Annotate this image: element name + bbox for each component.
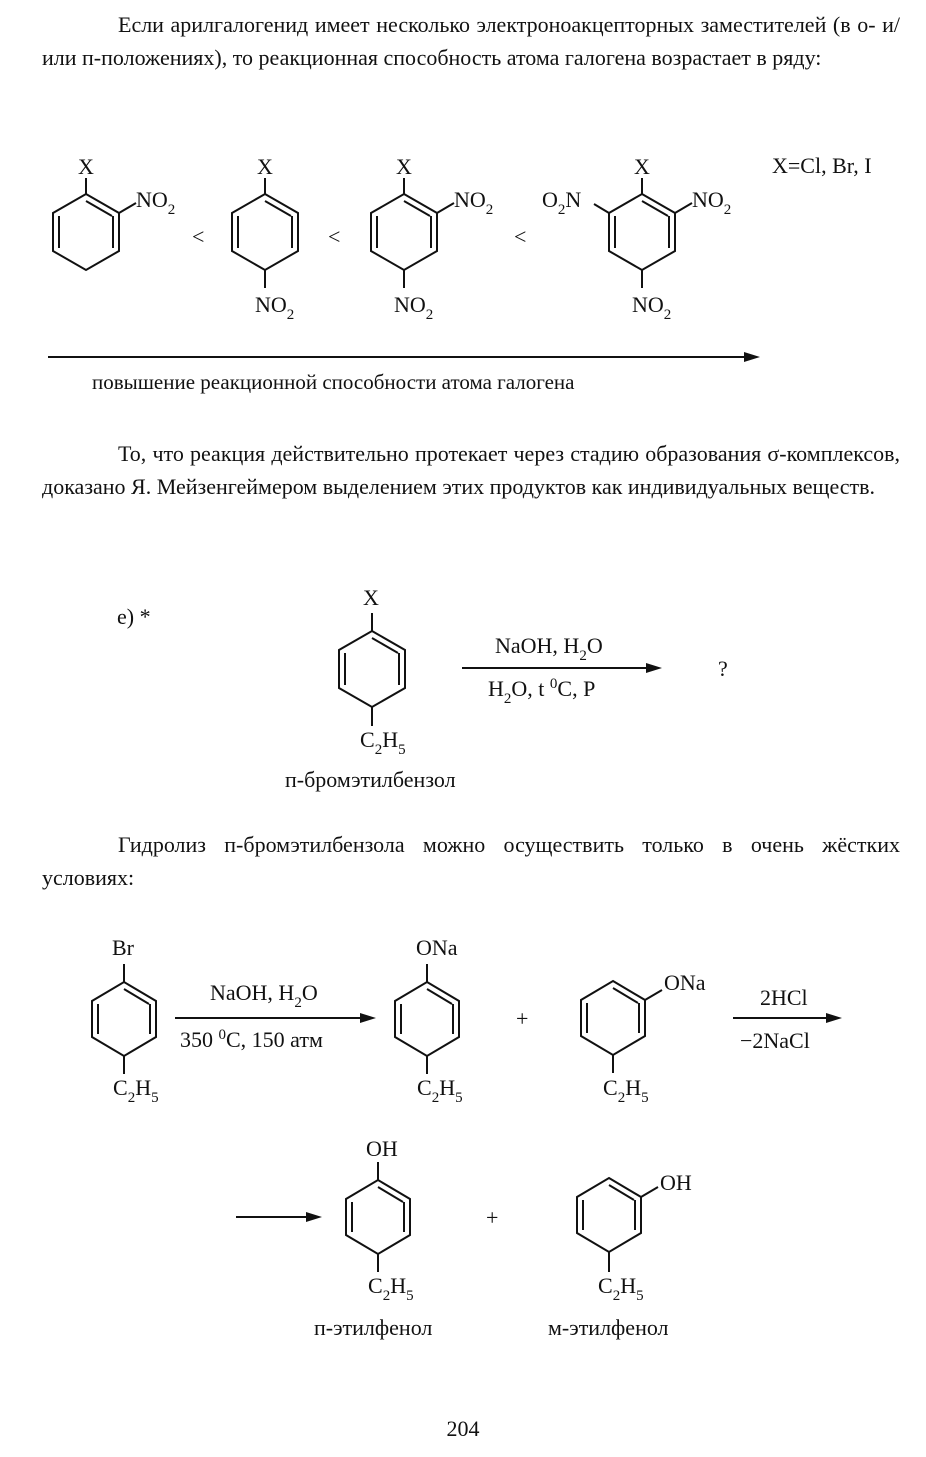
- reagent-hcl: 2HCl: [760, 985, 808, 1010]
- reaction2-reagent-bottom: 350 $^0$C, 150 атм: [180, 1027, 323, 1052]
- reaction-e-reagent-bottom: $H_2O$, t $^0$C, P: [488, 676, 596, 707]
- ring3-x: X: [396, 154, 412, 179]
- reactant-c2h5: $C_2H_5$: [113, 1075, 159, 1106]
- reagent-nacl: −2NaCl: [740, 1028, 810, 1053]
- reaction-e-reagent-top: NaOH, $H_2O$: [495, 633, 603, 664]
- plus-1: +: [516, 1006, 529, 1031]
- paragraph-intro: Если арилгалогенид имеет несколько электроноакцепторных заместителей (в о- и/или п-положениях), то реакционная способность атома галогена возрастает в ряду:: [42, 12, 900, 70]
- ring1-x: X: [78, 154, 94, 179]
- m-product-c2h5: $C_2H_5$: [603, 1075, 649, 1106]
- arrow-caption: повышение реакционной способности атома галогена: [92, 370, 575, 394]
- hydrolysis-reaction-diagram: [0, 925, 926, 1115]
- ring4-no2-ortho: $NO_2$: [692, 187, 732, 218]
- p-phenol-oh: OH: [366, 1136, 398, 1161]
- halogen-set: X=Cl, Br, I: [772, 153, 872, 178]
- p-phenol-c2h5: $C_2H_5$: [368, 1273, 414, 1304]
- page-number: 204: [446, 1416, 480, 1441]
- reaction2-reagent-top: NaOH, $H_2O$: [210, 980, 318, 1011]
- benzene-ring-1: [53, 194, 119, 270]
- reaction-e-x: X: [363, 585, 379, 610]
- lt-3: <: [514, 224, 527, 249]
- caption-p-ethylphenol: п-этилфенол: [314, 1315, 433, 1340]
- p-product-ona: ONa: [416, 935, 458, 960]
- ring3-no2-ortho: $NO_2$: [454, 187, 494, 218]
- m-phenol-oh: OH: [660, 1170, 692, 1195]
- reaction-e-c2h5: $C_2H_5$: [360, 727, 406, 758]
- lt-2: <: [328, 224, 341, 249]
- lt-1: <: [192, 224, 205, 249]
- m-phenol-c2h5: $C_2H_5$: [598, 1273, 644, 1304]
- ring2-x: X: [257, 154, 273, 179]
- plus-2: +: [486, 1205, 499, 1230]
- paragraph-hydrolysis: Гидролиз п-бромэтилбензола можно осуществить только в очень жёстких условиях:: [42, 832, 900, 890]
- paragraph-meisenheimer: То, что реакция действительно протекает через стадию образования σ-комплексов, доказано Я. Мейзенгеймером выделением этих продуктов как индивидуальных веществ.: [42, 441, 900, 499]
- reaction-e-question: ?: [718, 656, 728, 681]
- task-label: е) *: [117, 604, 151, 629]
- reaction-e-diagram: [0, 580, 926, 790]
- caption-m-ethylphenol: м-этилфенол: [548, 1315, 669, 1340]
- ring4-no2-para: $NO_2$: [632, 292, 672, 323]
- caption-p-bromoethylbenzene: п-бромэтилбензол: [285, 767, 456, 792]
- benzene-ring-2: [232, 194, 298, 270]
- p-product-c2h5: $C_2H_5$: [417, 1075, 463, 1106]
- ring2-no2-para: $NO_2$: [255, 292, 295, 323]
- ring3-no2-para: $NO_2$: [394, 292, 434, 323]
- ring1-no2: $NO_2$: [136, 187, 176, 218]
- reactant-br: Br: [112, 935, 134, 960]
- m-product-ona: ONa: [664, 970, 706, 995]
- benzene-ring-4: [609, 194, 675, 270]
- phenol-products-diagram: [0, 1130, 926, 1330]
- ring4-x: X: [634, 154, 650, 179]
- ring4-o2n: $O_2N$: [542, 187, 582, 218]
- benzene-ring-3: [371, 194, 437, 270]
